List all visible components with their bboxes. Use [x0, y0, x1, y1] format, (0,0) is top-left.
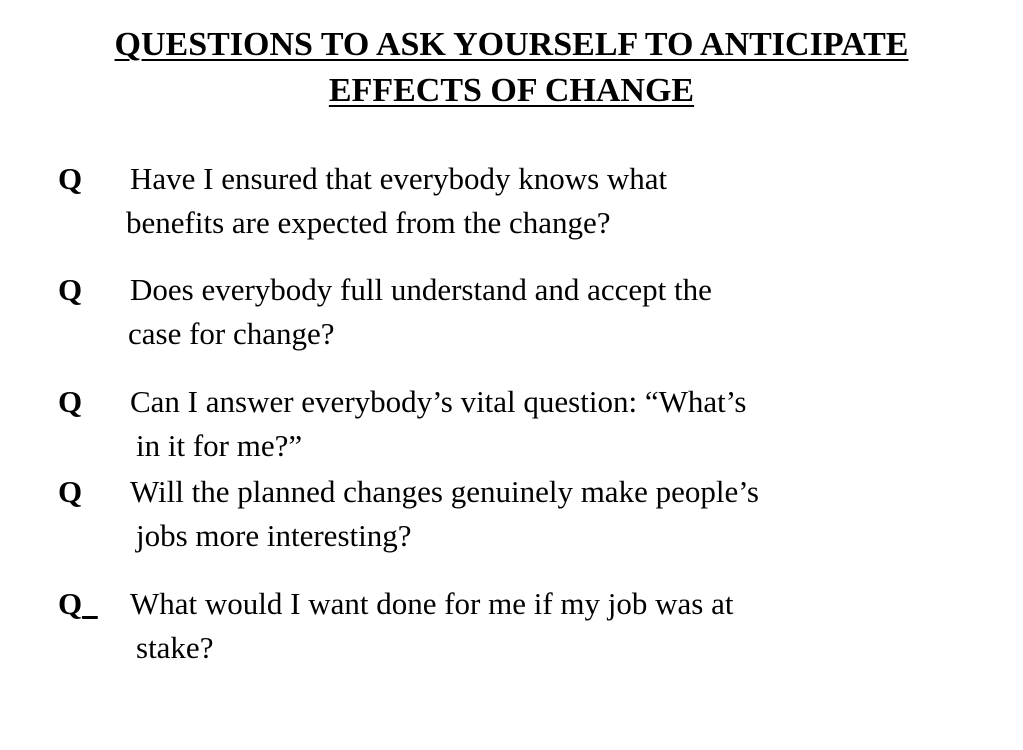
- title-line-2: EFFECTS OF CHANGE: [328, 72, 695, 109]
- question-marker: Q: [58, 384, 83, 419]
- question-text-line-2: in it for me?”: [136, 428, 303, 463]
- question-text-line-1: Will the planned changes genuinely make people’s: [130, 474, 759, 509]
- question-marker: [58, 582, 98, 626]
- question-text-line-2: benefits are expected from the change?: [126, 205, 611, 240]
- question-text-line-2: jobs more interesting?: [136, 518, 412, 553]
- question-marker: Q: [58, 474, 83, 509]
- question-marker-letter: Q: [58, 586, 83, 621]
- question-text-line-1: Does everybody full understand and accept the: [130, 272, 712, 307]
- question-text-line-2: stake?: [136, 630, 214, 665]
- question-text-line-1: Can I answer everybody’s vital question: “What’s: [130, 384, 747, 419]
- question-marker: Q: [58, 272, 83, 307]
- question-text-line-2: case for change?: [128, 316, 335, 351]
- question-marker-suffix: _: [82, 586, 98, 621]
- page-title: [0, 22, 1023, 114]
- question-text-line-1: What would I want done for me if my job was at: [130, 586, 734, 621]
- question-text-line-1: Have I ensured that everybody knows what: [130, 161, 668, 196]
- title-line-1: QUESTIONS TO ASK YOURSELF TO ANTICIPATE: [114, 26, 909, 63]
- question-marker: Q: [58, 161, 83, 196]
